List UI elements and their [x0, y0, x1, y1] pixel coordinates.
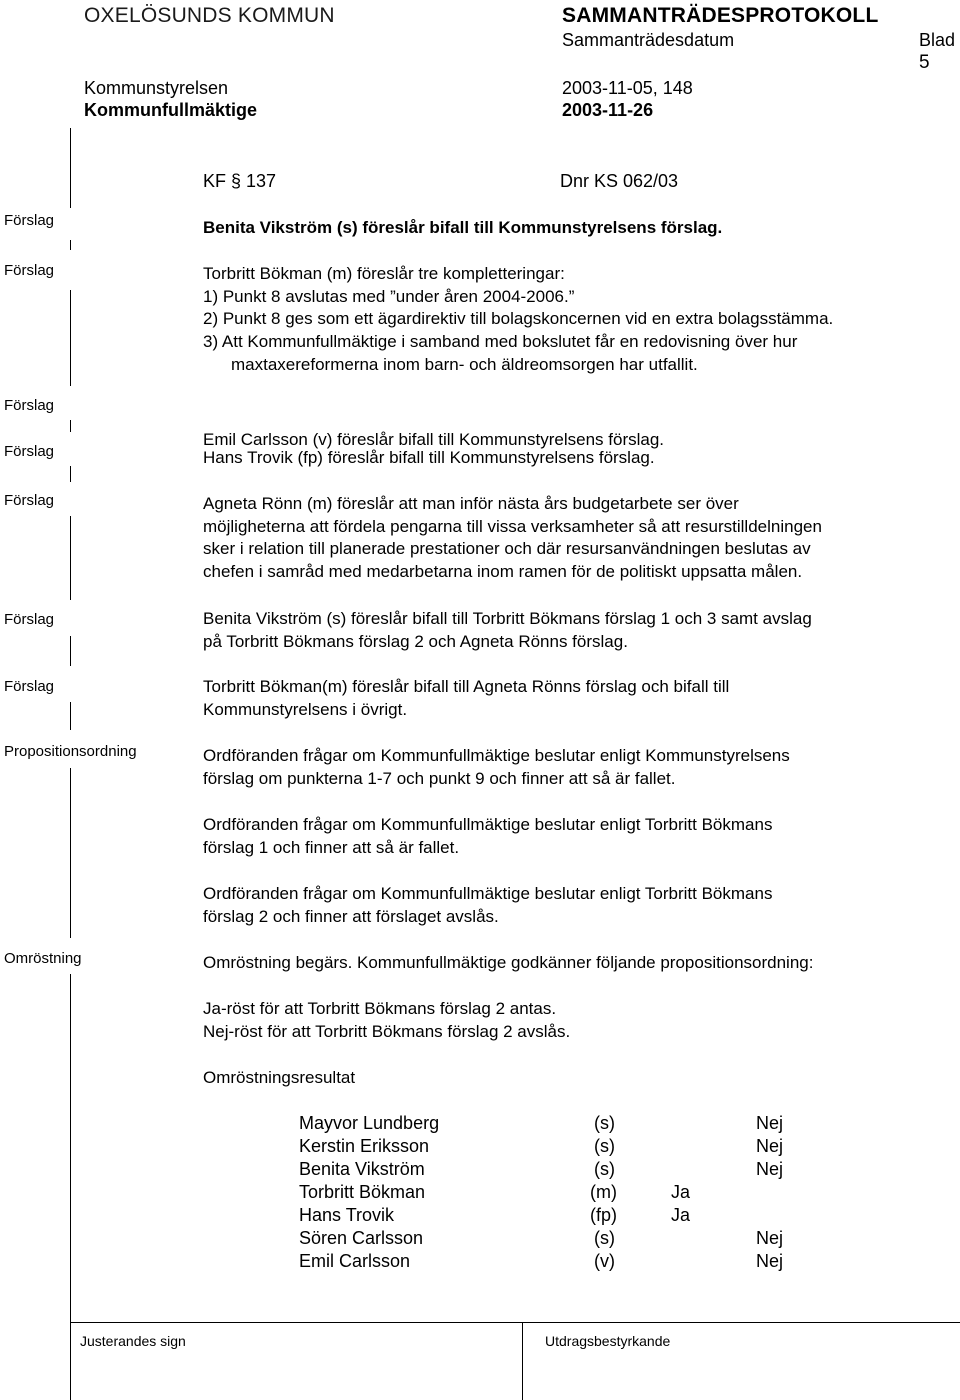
text-line: Hans Trovik (fp) föreslår bifall till Kommunstyrelsens förslag. [203, 448, 655, 467]
voter-name: Kerstin Eriksson [299, 1136, 430, 1156]
meeting-date-label: Sammanträdesdatum [562, 30, 735, 50]
text-line: Torbritt Bökman(m) föreslår bifall till Agneta Rönns förslag och bifall till [203, 677, 730, 696]
voter-name: Hans Trovik [299, 1205, 395, 1225]
margin-rule [70, 516, 71, 600]
voter-name: Torbritt Bökman [299, 1182, 426, 1202]
text-line: Agneta Rönn (m) föreslår att man inför nästa års budgetarbete ser över [203, 494, 739, 513]
voter-name: Benita Vikström [299, 1159, 425, 1179]
text-line: Ja-röst för att Torbritt Bökmans förslag 2 antas. [203, 999, 557, 1018]
text-line: förslag om punkterna 1-7 och punkt 9 och finner att så är fallet. [203, 768, 676, 788]
voter-party: (v) [594, 1251, 615, 1271]
vote-proposition-text [203, 998, 570, 1043]
document-title: SAMMANTRÄDESPROTOKOLL [562, 4, 879, 27]
text-line: Ordföranden frågar om Kommunfullmäktige beslutar enligt Torbritt Bökmans [203, 884, 773, 903]
side-label: Förslag [4, 678, 55, 695]
vote-result-heading [203, 1067, 355, 1090]
decision-text [203, 745, 790, 790]
page-number: 5 [919, 52, 930, 73]
margin-rule [70, 420, 71, 432]
text-line: Kommunstyrelsens i övrigt. [203, 699, 408, 719]
text-line: Emil Carlsson (v) föreslår bifall till Kommunstyrelsens förslag. [203, 430, 665, 449]
decision-text [203, 883, 772, 928]
proposal-text [203, 263, 833, 377]
text-line: på Torbritt Bökmans förslag 2 och Agneta Rönns förslag. [203, 631, 628, 651]
text-line: möjligheterna att fördela pengarna till vissa verksamheter så att resurstilldelningen [203, 516, 822, 536]
organization-name: OXELÖSUNDS KOMMUN [84, 4, 335, 27]
text-line: Benita Vikström (s) föreslår bifall till Torbritt Bökmans förslag 1 och 3 samt avslag [203, 609, 812, 628]
vote-request-text [203, 952, 813, 975]
voter-name: Emil Carlsson [299, 1251, 411, 1271]
margin-rule [70, 240, 71, 250]
voter-party: (m) [590, 1182, 617, 1202]
signature-label: Justerandes sign [80, 1333, 186, 1349]
voter-party: (fp) [590, 1205, 617, 1225]
proposal-text [203, 447, 655, 470]
text-line: Omröstningsresultat [203, 1068, 356, 1087]
text-line: sker i relation till planerade prestationer och där resursanvändningen beslutas av [203, 539, 811, 559]
date-kommunstyrelsen: 2003-11-05, 148 [562, 78, 693, 98]
side-label: Förslag [4, 492, 55, 509]
margin-rule [70, 974, 71, 1322]
vote-nej: Nej [756, 1251, 784, 1271]
body-kommunstyrelsen: Kommunstyrelsen [84, 78, 229, 98]
margin-rule [70, 466, 71, 482]
case-number: Dnr KS 062/03 [560, 171, 679, 191]
voter-party: (s) [594, 1113, 615, 1133]
voter-party: (s) [594, 1136, 615, 1156]
vote-nej: Nej [756, 1159, 784, 1179]
text-line: förslag 2 och finner att förslaget avslås. [203, 906, 499, 926]
side-label: Förslag [4, 611, 55, 628]
text-line: 1) Punkt 8 avslutas med ”under åren 2004-2006.” [203, 286, 575, 306]
vote-nej: Nej [756, 1228, 784, 1248]
vote-ja: Ja [671, 1205, 691, 1225]
proposal-text [203, 676, 729, 721]
side-label: Omröstning [4, 950, 82, 967]
side-label: Förslag [4, 443, 55, 460]
body-kommunfullmaktige: Kommunfullmäktige [84, 100, 258, 120]
text-line: 2) Punkt 8 ges som ett ägardirektiv till bolagskoncernen vid en extra bolagsstämma. [203, 309, 834, 329]
vote-ja: Ja [671, 1182, 691, 1202]
vote-nej: Nej [756, 1136, 784, 1156]
decision-text [203, 814, 772, 859]
text-line: Torbritt Bökman (m) föreslår tre kompletteringar: [203, 264, 565, 283]
text-line: maxtaxereformerna inom barn- och äldreomsorgen har utfallit. [231, 354, 698, 374]
page-label: Blad [919, 30, 956, 50]
side-label: Förslag [4, 397, 55, 414]
side-label: Förslag [4, 212, 55, 229]
proposal-text [203, 217, 722, 240]
proposal-text [203, 608, 812, 653]
voter-name: Sören Carlsson [299, 1228, 424, 1248]
text-line: chefen i samråd med medarbetarna inom ramen för de politiskt uppsatta målen. [203, 562, 803, 582]
margin-rule [70, 636, 71, 666]
margin-rule [70, 702, 71, 730]
proposal-text [203, 493, 822, 584]
voter-name: Mayvor Lundberg [299, 1113, 440, 1133]
voter-party: (s) [594, 1159, 615, 1179]
side-label: Propositionsordning [4, 743, 137, 760]
text-line: Omröstning begärs. Kommunfullmäktige godkänner följande propositionsordning: [203, 953, 814, 972]
margin-rule [70, 768, 71, 938]
text-line: Ordföranden frågar om Kommunfullmäktige beslutar enligt Torbritt Bökmans [203, 815, 773, 834]
margin-rule [70, 128, 71, 208]
footer-rule [70, 1322, 960, 1323]
text-line: förslag 1 och finner att så är fallet. [203, 837, 460, 857]
text-line: Ordföranden frågar om Kommunfullmäktige beslutar enligt Kommunstyrelsens [203, 746, 790, 765]
extract-certification-label: Utdragsbestyrkande [545, 1333, 671, 1349]
footer-divider [522, 1322, 523, 1400]
text-line: 3) Att Kommunfullmäktige i samband med bokslutet får en redovisning över hur [203, 332, 798, 352]
vote-nej: Nej [756, 1113, 784, 1133]
margin-rule [70, 290, 71, 386]
footer-divider [70, 1322, 71, 1400]
text-line: Benita Vikström (s) föreslår bifall till Kommunstyrelsens förslag. [203, 218, 723, 237]
text-line: Nej-röst för att Torbritt Bökmans förslag 2 avslås. [203, 1021, 571, 1041]
voter-party: (s) [594, 1228, 615, 1248]
side-label: Förslag [4, 262, 55, 279]
paragraph-reference: KF § 137 [203, 171, 277, 191]
date-kommunfullmaktige: 2003-11-26 [562, 100, 654, 120]
